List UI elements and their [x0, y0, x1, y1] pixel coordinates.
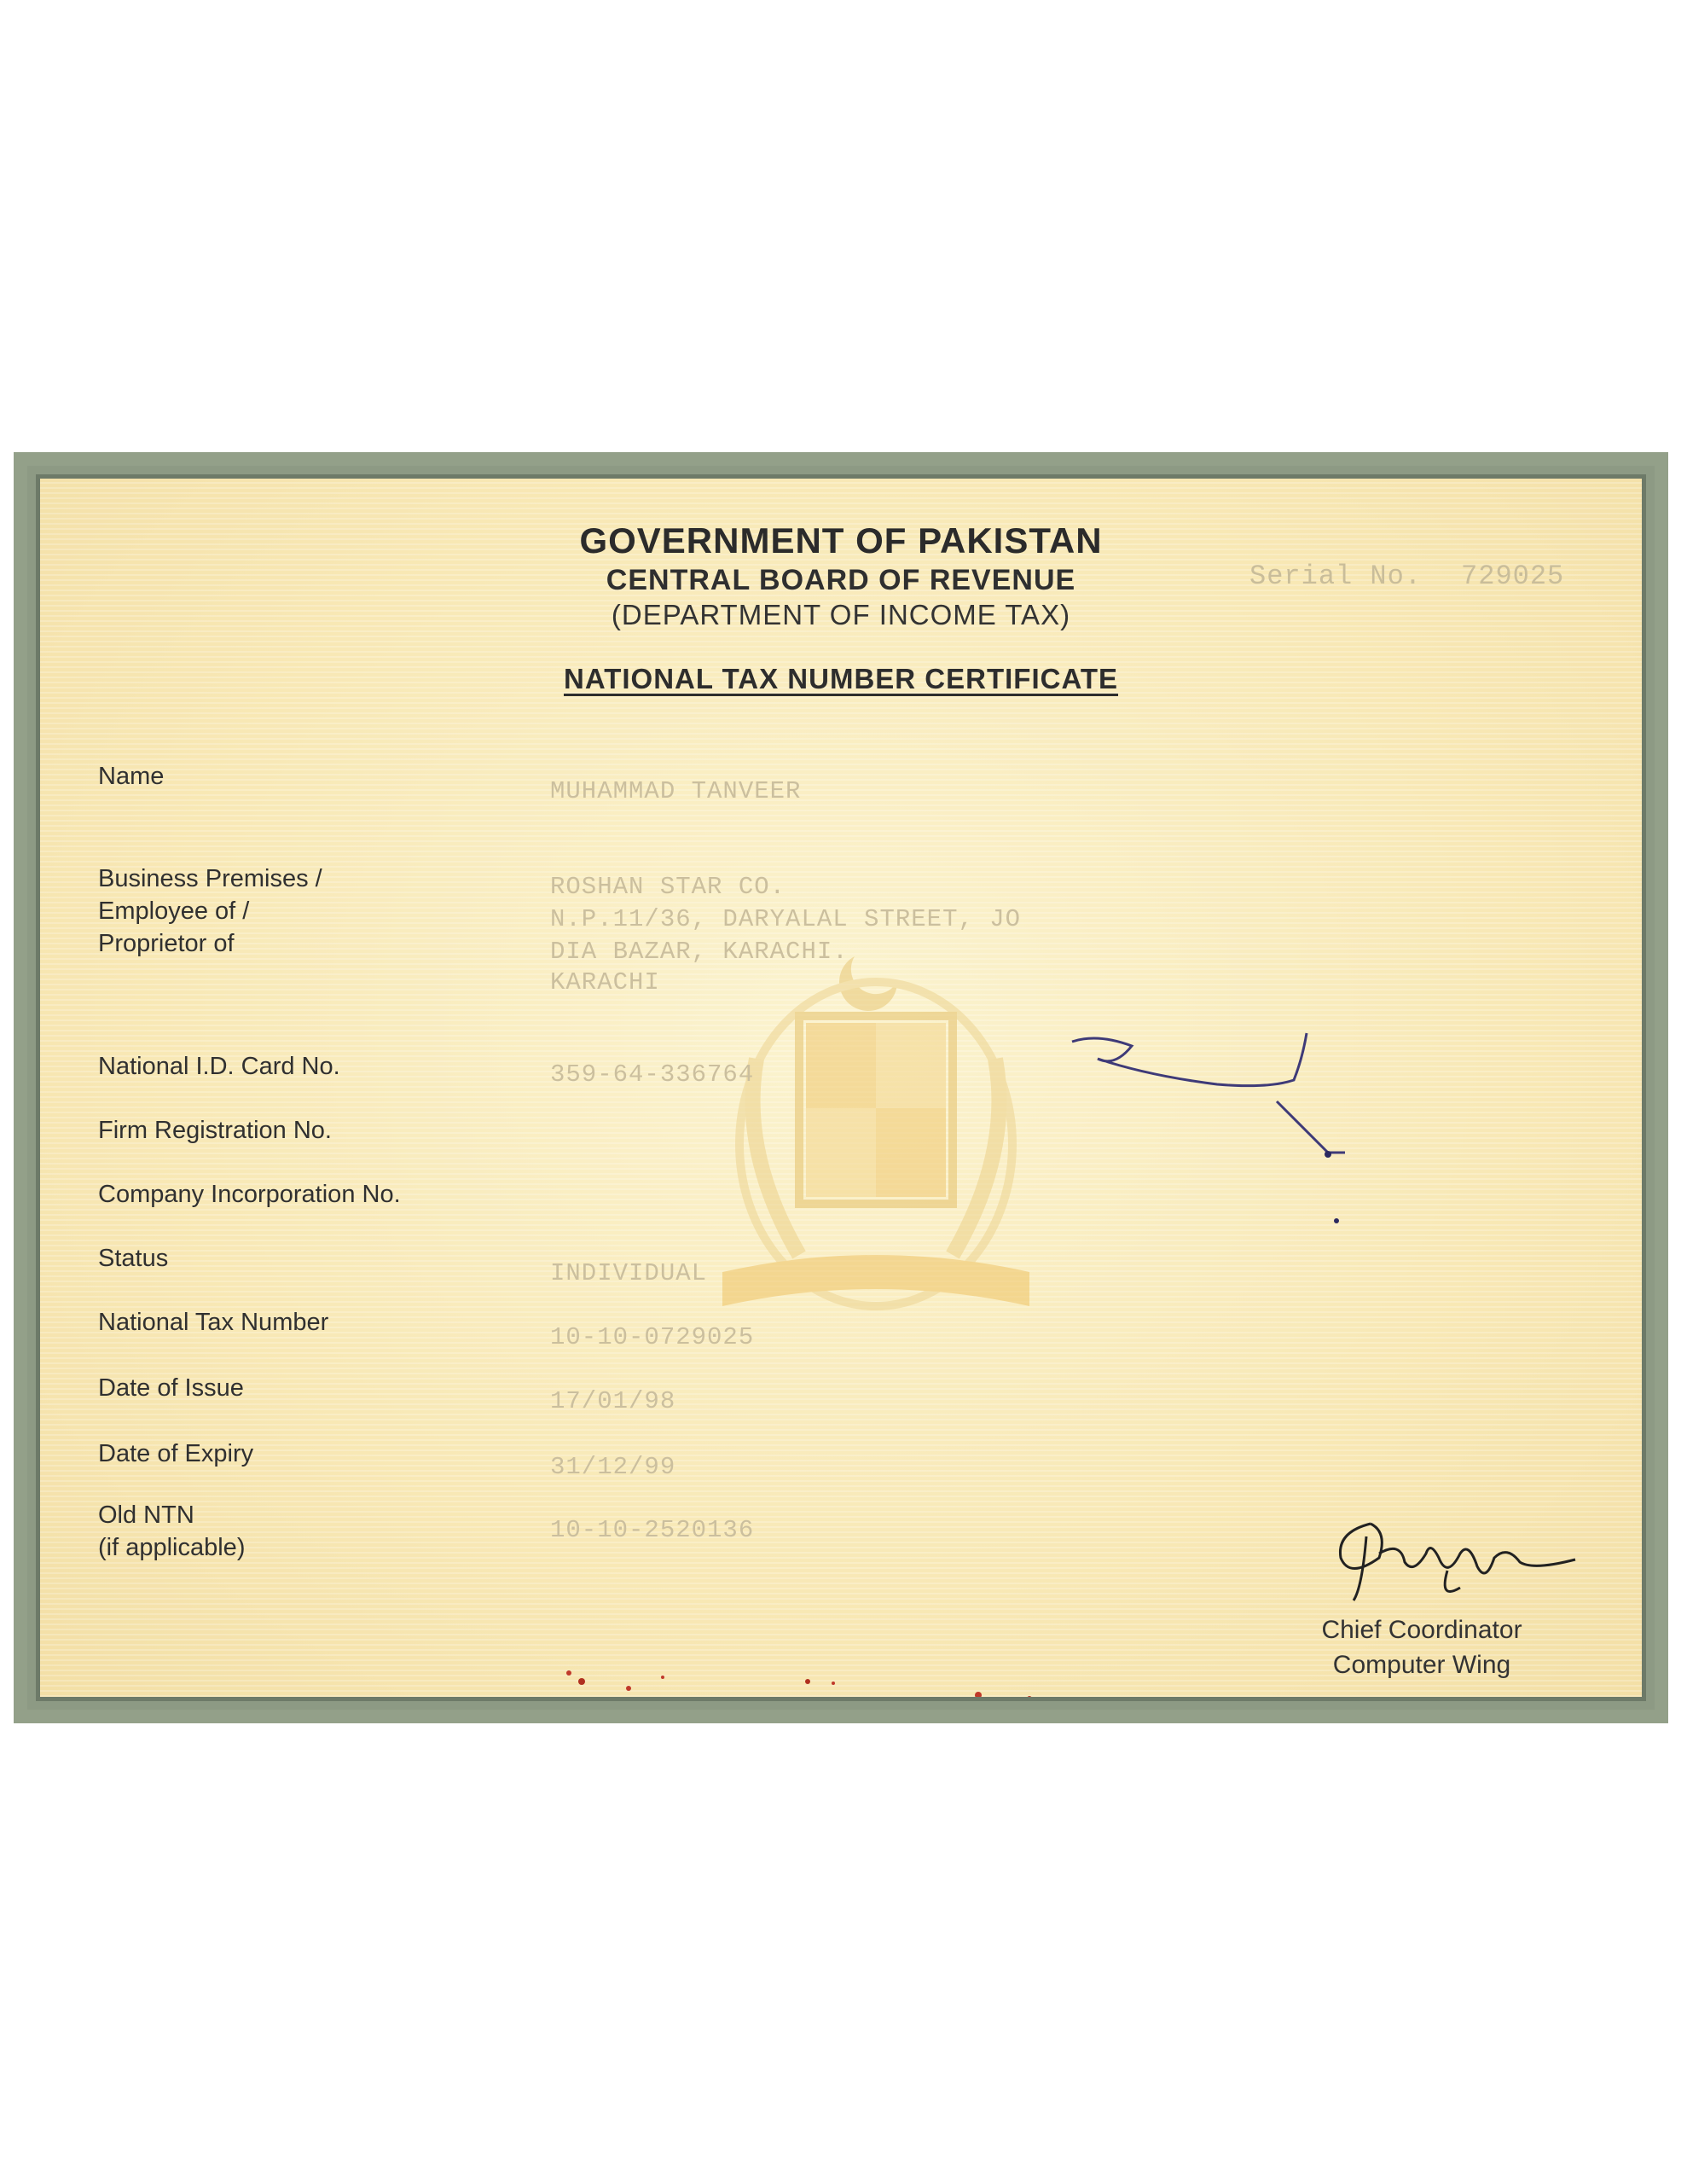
- serial-number: [1249, 561, 1564, 592]
- old-ntn-label-1: Old NTN: [98, 1502, 194, 1529]
- board-title: CENTRAL BOARD OF REVENUE: [606, 564, 1076, 596]
- business-label-1: Business Premises /: [98, 865, 322, 892]
- ntn-label: National Tax Number: [98, 1309, 329, 1336]
- business-value-3: DIA BAZAR, KARACHI.: [550, 938, 849, 966]
- government-title: GOVERNMENT OF PAKISTAN: [579, 520, 1103, 561]
- expiry-date-value: 31/12/99: [550, 1453, 676, 1481]
- department-title: (DEPARTMENT OF INCOME TAX): [611, 599, 1071, 630]
- status-label: Status: [98, 1245, 169, 1272]
- company-incorporation-label: Company Incorporation No.: [98, 1181, 401, 1208]
- firm-registration-label: Firm Registration No.: [98, 1117, 332, 1144]
- nic-label: National I.D. Card No.: [98, 1053, 340, 1080]
- pen-mark: [1046, 1008, 1405, 1229]
- serial-value: 729025: [1461, 561, 1565, 592]
- nic-value: 359-64-336764: [550, 1060, 755, 1089]
- certificate-paper: [36, 474, 1646, 1701]
- business-label-3: Proprietor of: [98, 930, 235, 957]
- expiry-date-label: Date of Expiry: [98, 1440, 254, 1467]
- name-value: MUHAMMAD TANVEER: [550, 777, 802, 805]
- business-value-1: ROSHAN STAR CO.: [550, 873, 786, 901]
- name-label: Name: [98, 763, 165, 790]
- old-ntn-value: 10-10-2520136: [550, 1516, 755, 1544]
- business-value-2: N.P.11/36, DARYALAL STREET, JO: [550, 905, 1022, 933]
- serial-label: Serial No.: [1249, 561, 1423, 592]
- state-emblem-watermark: [705, 931, 1046, 1332]
- signatory-title-2: Computer Wing: [1332, 1651, 1511, 1679]
- certificate: [14, 452, 1668, 1723]
- signatory-title-1: Chief Coordinator: [1321, 1616, 1522, 1644]
- ntn-value: 10-10-0729025: [550, 1323, 755, 1351]
- signature: [1319, 1507, 1609, 1609]
- business-label-2: Employee of /: [98, 897, 250, 925]
- issue-date-value: 17/01/98: [550, 1387, 676, 1415]
- old-ntn-label-2: (if applicable): [98, 1534, 246, 1561]
- business-value-4: KARACHI: [550, 968, 660, 996]
- status-value: INDIVIDUAL: [550, 1259, 708, 1287]
- certificate-title: NATIONAL TAX NUMBER CERTIFICATE: [563, 663, 1119, 694]
- issue-date-label: Date of Issue: [98, 1374, 244, 1402]
- red-stains: [552, 1656, 1149, 1701]
